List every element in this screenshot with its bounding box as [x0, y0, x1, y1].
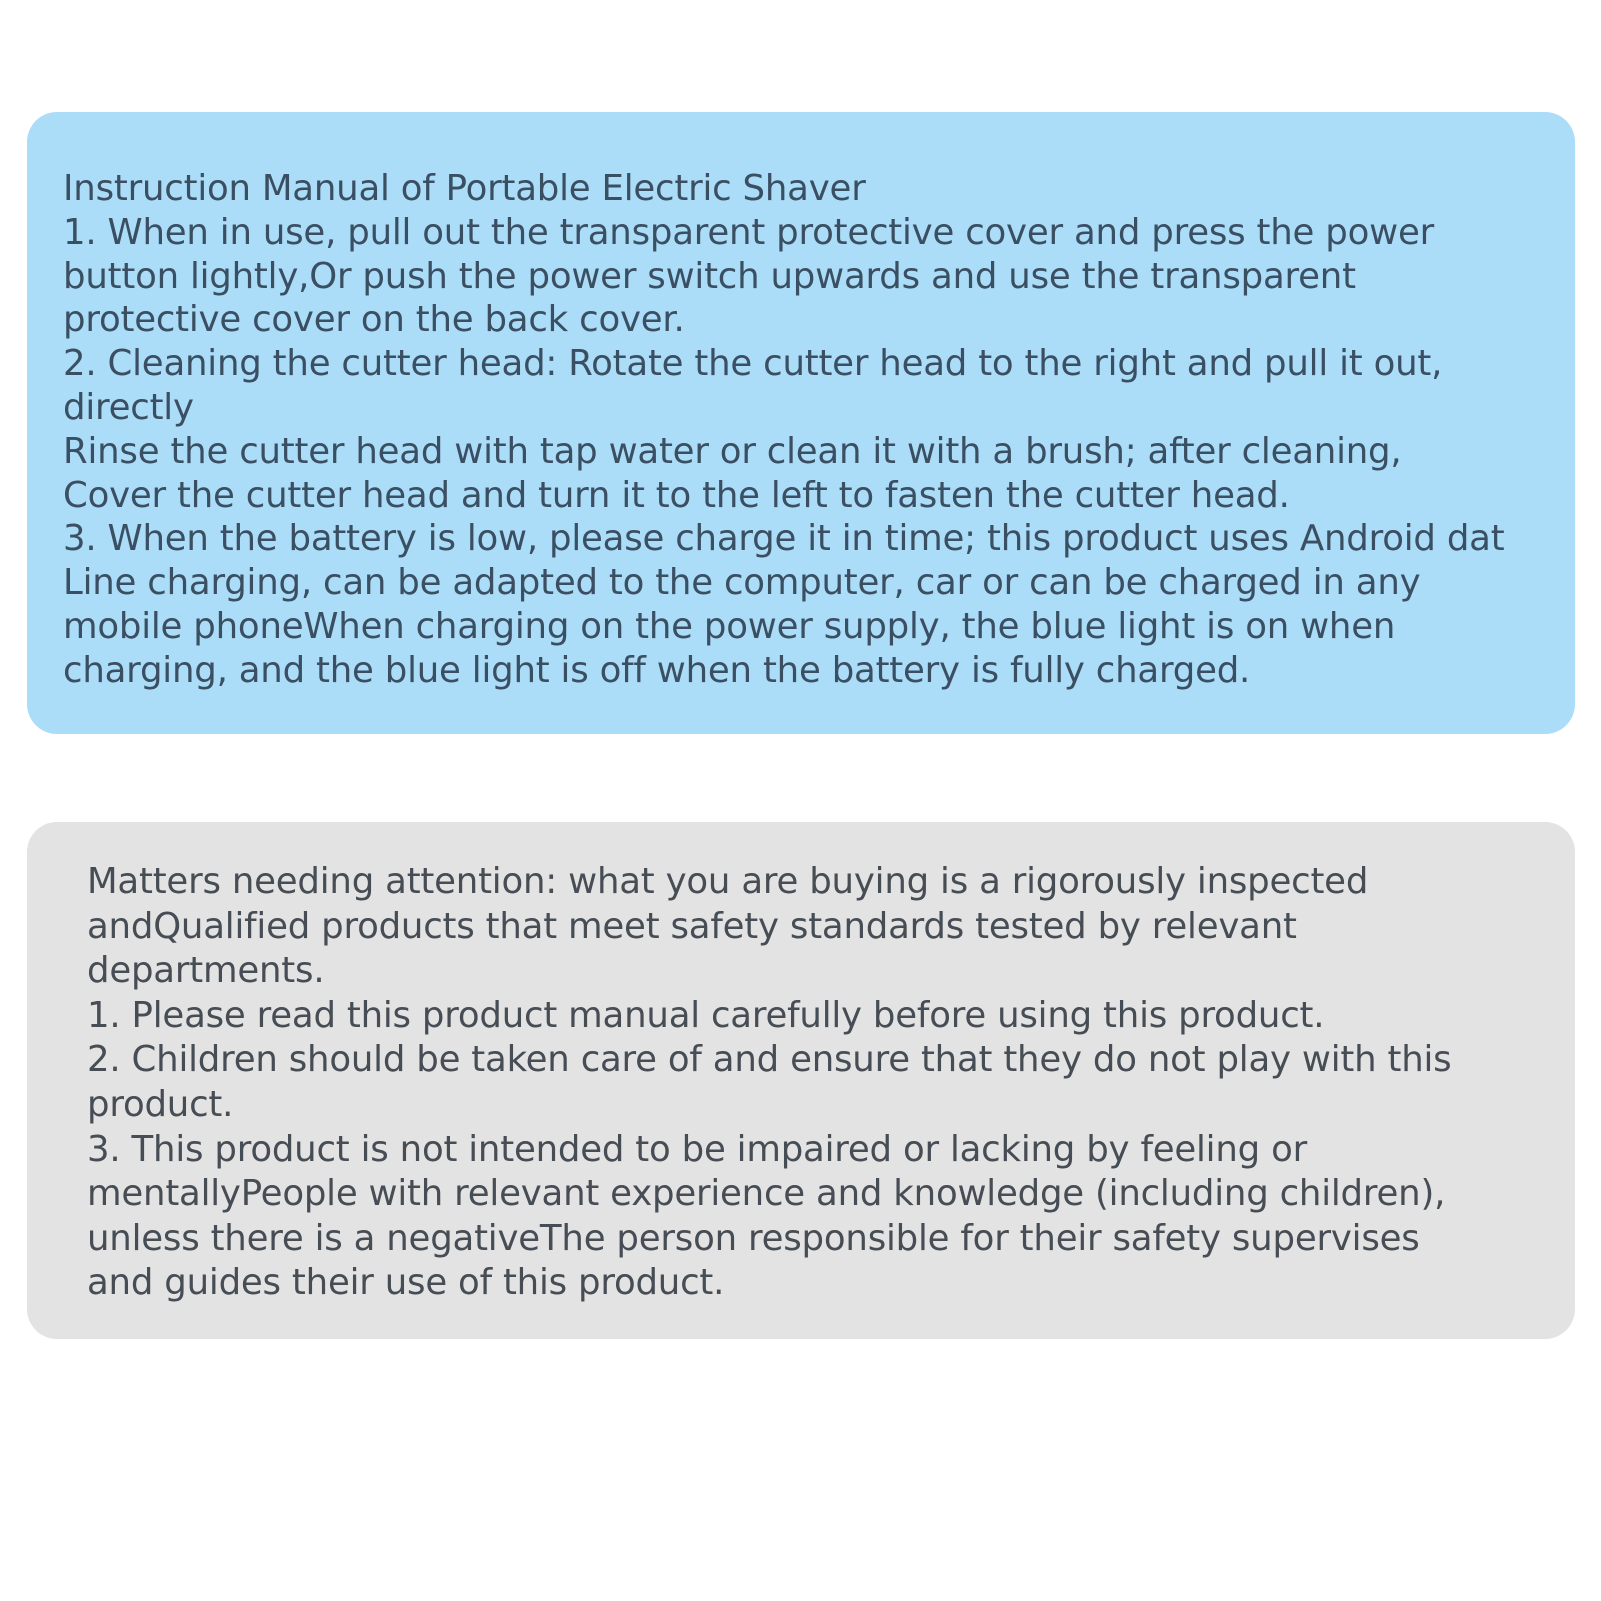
attention-line: departments. [87, 950, 325, 992]
instructions-line: 3. When the battery is low, please charge it in time; this product uses Android dat [63, 518, 1505, 560]
attention-line: 1. Please read this product manual carefully before using this product. [87, 994, 1325, 1036]
instructions-line: Line charging, can be adapted to the computer, car or can be charged in any [63, 562, 1421, 604]
attention-line: product. [87, 1083, 234, 1125]
attention-line: mentallyPeople with relevant experience and knowledge (including children), [87, 1173, 1446, 1215]
instructions-line: Cover the cutter head and turn it to the left to fasten the cutter head. [63, 474, 1290, 516]
instructions-title: Instruction Manual of Portable Electric Shaver [63, 168, 866, 209]
instructions-panel [27, 112, 1575, 734]
instructions-line: Rinse the cutter head with tap water or clean it with a brush; after cleaning, [63, 430, 1402, 472]
instructions-line: button lightly,Or push the power switch upwards and use the transparent [63, 255, 1356, 297]
attention-line: 3. This product is not intended to be impaired or lacking by feeling or [87, 1128, 1307, 1170]
attention-line: and guides their use of this product. [87, 1262, 725, 1304]
attention-line: andQualified products that meet safety standards tested by relevant [87, 905, 1297, 947]
instructions-line: directly [63, 386, 194, 428]
instructions-line: protective cover on the back cover. [63, 299, 685, 341]
instructions-line: charging, and the blue light is off when the battery is fully charged. [63, 649, 1251, 691]
instructions-line: 2. Cleaning the cutter head: Rotate the cutter head to the right and pull it out, [63, 343, 1443, 385]
instructions-line: 1. When in use, pull out the transparent protective cover and press the power [63, 211, 1434, 253]
attention-line: 2. Children should be taken care of and ensure that they do not play with this [87, 1039, 1452, 1081]
instructions-line: mobile phoneWhen charging on the power supply, the blue light is on when [63, 605, 1396, 647]
attention-panel [27, 822, 1575, 1339]
attention-heading: Matters needing attention: what you are buying is a rigorously inspected [87, 861, 1369, 902]
attention-line: unless there is a negativeThe person responsible for their safety supervises [87, 1217, 1420, 1259]
